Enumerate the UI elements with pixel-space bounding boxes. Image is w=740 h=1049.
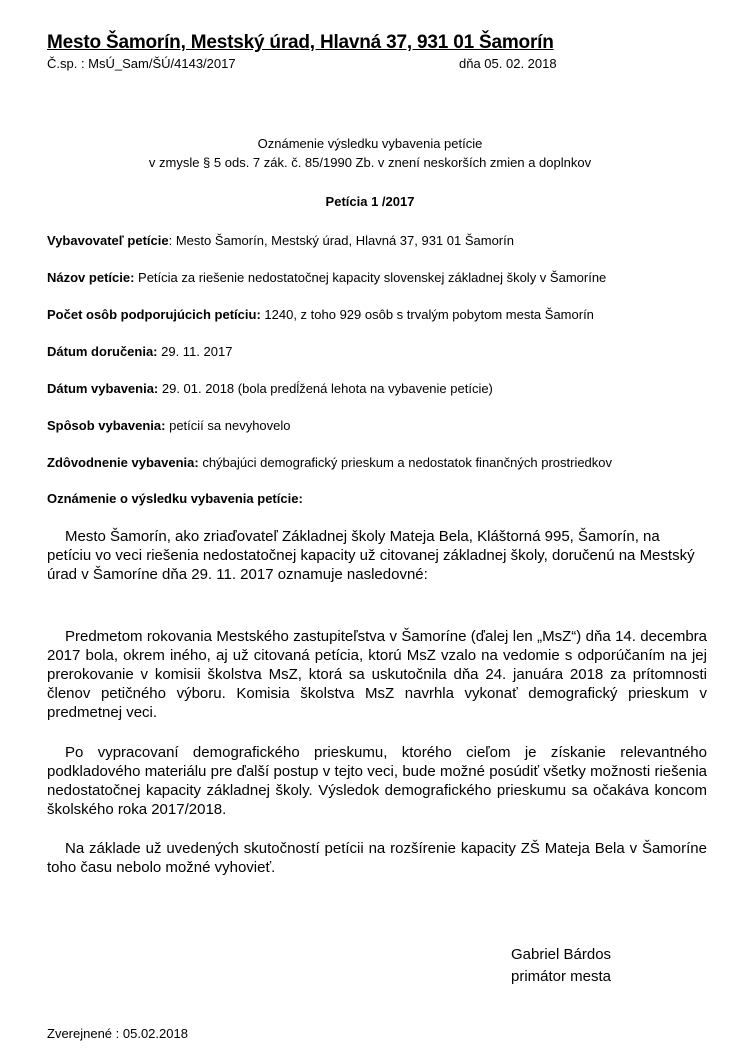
signatory-name: Gabriel Bárdos bbox=[511, 946, 612, 963]
field-value: Petícia za riešenie nedostatočnej kapacity slovenskej základnej školy v Šamoríne bbox=[134, 270, 607, 285]
field-handler bbox=[47, 233, 514, 248]
paragraph-intro: Mesto Šamorín, ako zriaďovateľ Základnej školy Mateja Bela, Kláštorná 995, Šamorín, na petíciu vo veci riešenia nedostatočnej kapacity už citovanej základnej školy, doručenú na Mestský úrad v Šamoríne dňa 29. 11. 2017 oznamuje nasledovné: bbox=[47, 528, 695, 583]
document-title: Mesto Šamorín, Mestský úrad, Hlavná 37, 931 01 Šamorín bbox=[47, 32, 554, 53]
document-date: dňa 05. 02. 2018 bbox=[459, 56, 557, 71]
field-resolution-method bbox=[47, 418, 291, 433]
field-label: Vybavovateľ petície bbox=[47, 233, 169, 248]
field-value: : Mesto Šamorín, Mestský úrad, Hlavná 37, 931 01 Šamorín bbox=[168, 233, 514, 248]
field-value: 1240, z toho 929 osôb s trvalým pobytom mesta Šamorín bbox=[260, 307, 594, 322]
field-label: Počet osôb podporujúcich petíciu: bbox=[47, 307, 261, 322]
field-justification bbox=[47, 455, 612, 470]
field-resolution-date bbox=[47, 381, 493, 396]
field-label: Spôsob vybavenia: bbox=[47, 418, 166, 433]
field-value: chýbajúci demografický prieskum a nedostatok finančných prostriedkov bbox=[198, 455, 613, 470]
notice-heading: Oznámenie výsledku vybavenia petície bbox=[257, 136, 483, 151]
field-label: Názov petície: bbox=[47, 270, 135, 285]
signatory-role: primátor mesta bbox=[511, 968, 612, 985]
paragraph-survey: Po vypracovaní demografického prieskumu, ktorého cieľom je získanie relevantného podkladového materiálu pre ďalší postup v tejto veci, bude možné posúdiť všetky možnosti riešenia nedostatočnej kapacity základnej školy. Výsledok demografického prieskumu sa očakáva koncom školského roka 2017/2018. bbox=[47, 744, 707, 818]
field-label: Dátum vybavenia: bbox=[47, 381, 159, 396]
field-value: 29. 11. 2017 bbox=[157, 344, 233, 359]
field-supporters bbox=[47, 307, 594, 322]
reference-number: Č.sp. : MsÚ_Sam/ŠÚ/4143/2017 bbox=[47, 56, 236, 71]
field-label: Zdôvodnenie vybavenia: bbox=[47, 455, 199, 470]
result-heading: Oznámenie o výsledku vybavenia petície: bbox=[47, 491, 303, 506]
field-delivery-date bbox=[47, 344, 232, 359]
paragraph-conclusion: Na základe už uvedených skutočností petícii na rozšírenie kapacity ZŠ Mateja Bela v Šamoríne toho času nebolo možné vyhovieť. bbox=[47, 840, 707, 876]
published-date: Zverejnené : 05.02.2018 bbox=[47, 1026, 188, 1041]
field-value: 29. 01. 2018 (bola predĺžená lehota na vybavenie petície) bbox=[158, 381, 493, 396]
paragraph-council: Predmetom rokovania Mestského zastupiteľstva v Šamoríne (ďalej len „MsZ“) dňa 14. decembra 2017 bola, okrem iného, aj už citovaná petícia, ktorú MsZ vzalo na vedomie s odporúčaním na jej prerokovanie v komisii školstva MsZ, ktorá sa uskutočnila dňa 24. januára 2018 za prítomnosti členov petičného výboru. Komisia školstva MsZ navrhla vykonať demografický prieskum v predmetnej veci. bbox=[47, 628, 707, 721]
notice-legal-basis: v zmysle § 5 ods. 7 zák. č. 85/1990 Zb. v znení neskorších zmien a doplnkov bbox=[148, 155, 592, 170]
petition-number: Petícia 1 /2017 bbox=[325, 194, 415, 209]
field-label: Dátum doručenia: bbox=[47, 344, 158, 359]
field-petition-name bbox=[47, 270, 606, 285]
field-value: petícií sa nevyhovelo bbox=[165, 418, 291, 433]
